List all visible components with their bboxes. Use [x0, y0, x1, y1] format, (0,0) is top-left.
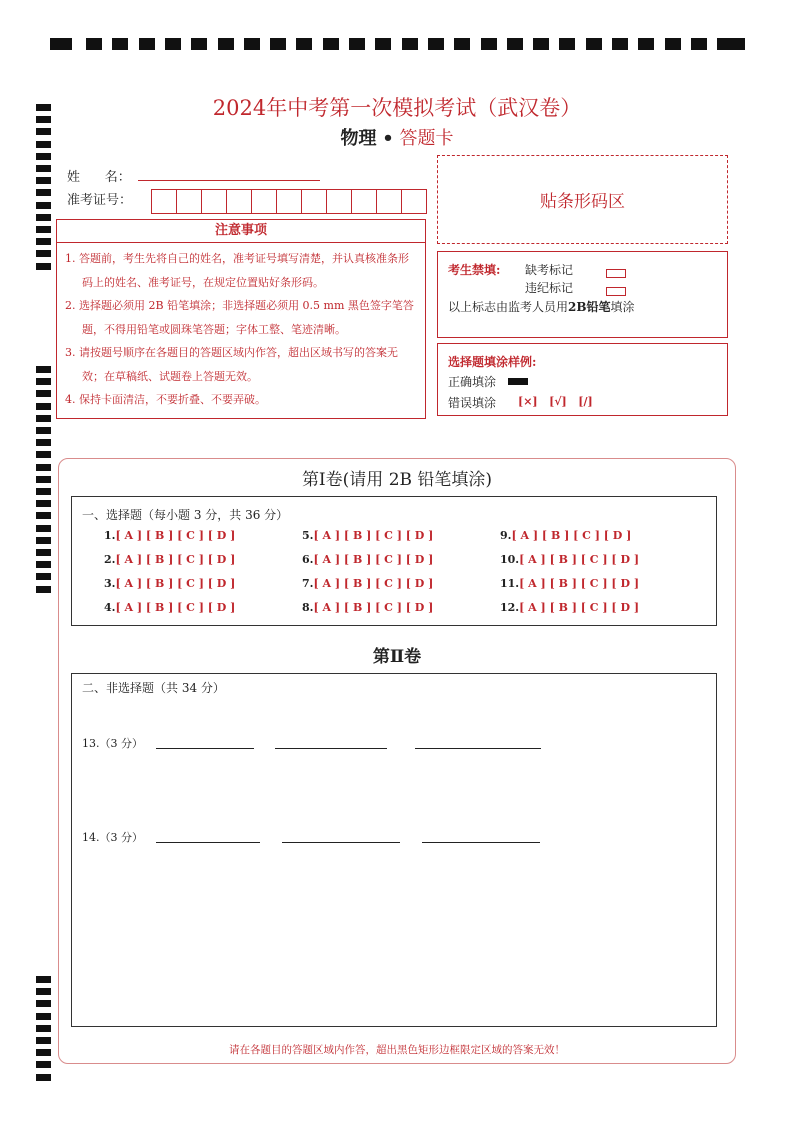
- ban-note: 以上标志由监考人员用2B铅笔填涂: [448, 300, 635, 314]
- q13-blank-3[interactable]: [415, 748, 541, 749]
- mc-question-number: 4.: [104, 601, 116, 614]
- mc-options[interactable]: [ A ] [ B ] [ C ] [ D ]: [115, 529, 236, 542]
- separator-dot: •: [382, 128, 394, 149]
- timing-marks-top: [50, 38, 745, 50]
- mc-question[interactable]: [104, 529, 235, 542]
- mc-options[interactable]: [ A ] [ B ] [ C ] [ D ]: [313, 577, 434, 590]
- ban-label: 考生禁填:: [448, 263, 501, 277]
- id-label: 准考证号：: [67, 193, 133, 208]
- mc-question-number: 12.: [500, 601, 520, 614]
- mc-options[interactable]: [ A ] [ B ] [ C ] [ D ]: [313, 553, 434, 566]
- mc-question-number: 9.: [500, 529, 512, 542]
- mc-question[interactable]: [500, 553, 639, 566]
- q14-blank-2[interactable]: [282, 842, 400, 843]
- notice-item: 2. 选择题必须用 2B 铅笔填涂；非选择题必须用 0.5 mm 黑色签字笔答题，不得用铅笔或圆珠笔答题；字体工整、笔迹清晰。: [65, 299, 414, 336]
- exam-id-boxes[interactable]: [152, 189, 427, 212]
- notice-box: [56, 219, 426, 419]
- mc-heading: 一、选择题（每小题 3 分，共 36 分）: [82, 508, 289, 522]
- mc-options[interactable]: [ A ] [ B ] [ C ] [ D ]: [313, 601, 434, 614]
- violation-label: 违纪标记: [525, 281, 574, 295]
- mc-question[interactable]: [500, 577, 639, 590]
- barcode-area: 贴条形码区: [437, 155, 728, 244]
- notice-item: 3. 请按题号顺序在各题目的答题区域内作答，超出区域书写的答案无效；在草稿纸、试题卷上答题无效。: [65, 346, 398, 383]
- free-response-box: [71, 673, 717, 1027]
- absent-label: 缺考标记: [525, 263, 574, 277]
- mc-question[interactable]: [104, 601, 235, 614]
- notice-item: 4. 保持卡面清洁，不要折叠、不要弄破。: [65, 393, 266, 406]
- multiple-choice-box: [71, 496, 717, 626]
- mc-question-number: 8.: [302, 601, 314, 614]
- name-field[interactable]: [138, 180, 320, 181]
- q14-label: 14.（3 分）: [82, 831, 143, 844]
- mc-question-number: 6.: [302, 553, 314, 566]
- notice-item: 1. 答题前，考生先将自己的姓名，准考证号填写清楚，并认真核准条形码上的姓名、准考证号，在规定位置贴好条形码。: [65, 252, 409, 289]
- fr-heading: 二、非选择题（共 34 分）: [82, 681, 225, 695]
- proctor-mark-box: [437, 251, 728, 338]
- q13-blank-1[interactable]: [156, 748, 254, 749]
- mc-options[interactable]: [ A ] [ B ] [ C ] [ D ]: [115, 553, 236, 566]
- name-label: 姓 名：: [67, 170, 131, 185]
- mc-question[interactable]: [302, 577, 433, 590]
- sample-heading: 选择题填涂样例:: [448, 355, 537, 369]
- correct-label: 正确填涂: [448, 375, 497, 389]
- mc-question-number: 7.: [302, 577, 314, 590]
- wrong-label: 错误填涂: [448, 396, 497, 410]
- card-label: 答题卡: [399, 128, 454, 149]
- subject: 物理: [340, 128, 377, 149]
- q14-blank-3[interactable]: [422, 842, 540, 843]
- mc-question[interactable]: [104, 553, 235, 566]
- mc-question-number: 10.: [500, 553, 520, 566]
- q13-label: 13.（3 分）: [82, 737, 143, 750]
- section1-title: 第Ⅰ卷(请用 2B 铅笔填涂): [301, 470, 493, 490]
- mc-question-number: 3.: [104, 577, 116, 590]
- mc-question-number: 11.: [500, 577, 520, 590]
- mc-options[interactable]: [ A ] [ B ] [ C ] [ D ]: [115, 601, 236, 614]
- mc-question[interactable]: [302, 601, 433, 614]
- q13-blank-2[interactable]: [275, 748, 387, 749]
- q14-blank-1[interactable]: [156, 842, 260, 843]
- mc-options[interactable]: [ A ] [ B ] [ C ] [ D ]: [115, 577, 236, 590]
- mc-question[interactable]: [500, 529, 631, 542]
- notice-heading: 注意事项: [57, 220, 425, 243]
- section2-title: 第Ⅱ卷: [372, 647, 422, 667]
- mc-question-number: 5.: [302, 529, 314, 542]
- mc-options[interactable]: [ A ] [ B ] [ C ] [ D ]: [519, 577, 640, 590]
- footer-note: 请在各题目的答题区域内作答，超出黑色矩形边框限定区域的答案无效！: [229, 1044, 565, 1056]
- absent-mark[interactable]: [606, 263, 626, 282]
- wrong-marks: [×] [√] [/]: [518, 395, 593, 408]
- mc-question[interactable]: [302, 529, 433, 542]
- page-title: 2024年中考第一次模拟考试（武汉卷）: [212, 96, 582, 120]
- mc-question-number: 2.: [104, 553, 116, 566]
- mc-question[interactable]: [500, 601, 639, 614]
- mc-options[interactable]: [ A ] [ B ] [ C ] [ D ]: [519, 553, 640, 566]
- fill-sample-box: [437, 343, 728, 416]
- mc-options[interactable]: [ A ] [ B ] [ C ] [ D ]: [313, 529, 434, 542]
- mc-question[interactable]: [104, 577, 235, 590]
- mc-options[interactable]: [ A ] [ B ] [ C ] [ D ]: [511, 529, 632, 542]
- page-subtitle: [0, 124, 794, 150]
- mc-question[interactable]: [302, 553, 433, 566]
- mc-options[interactable]: [ A ] [ B ] [ C ] [ D ]: [519, 601, 640, 614]
- mc-question-number: 1.: [104, 529, 116, 542]
- correct-fill-example: [508, 378, 528, 385]
